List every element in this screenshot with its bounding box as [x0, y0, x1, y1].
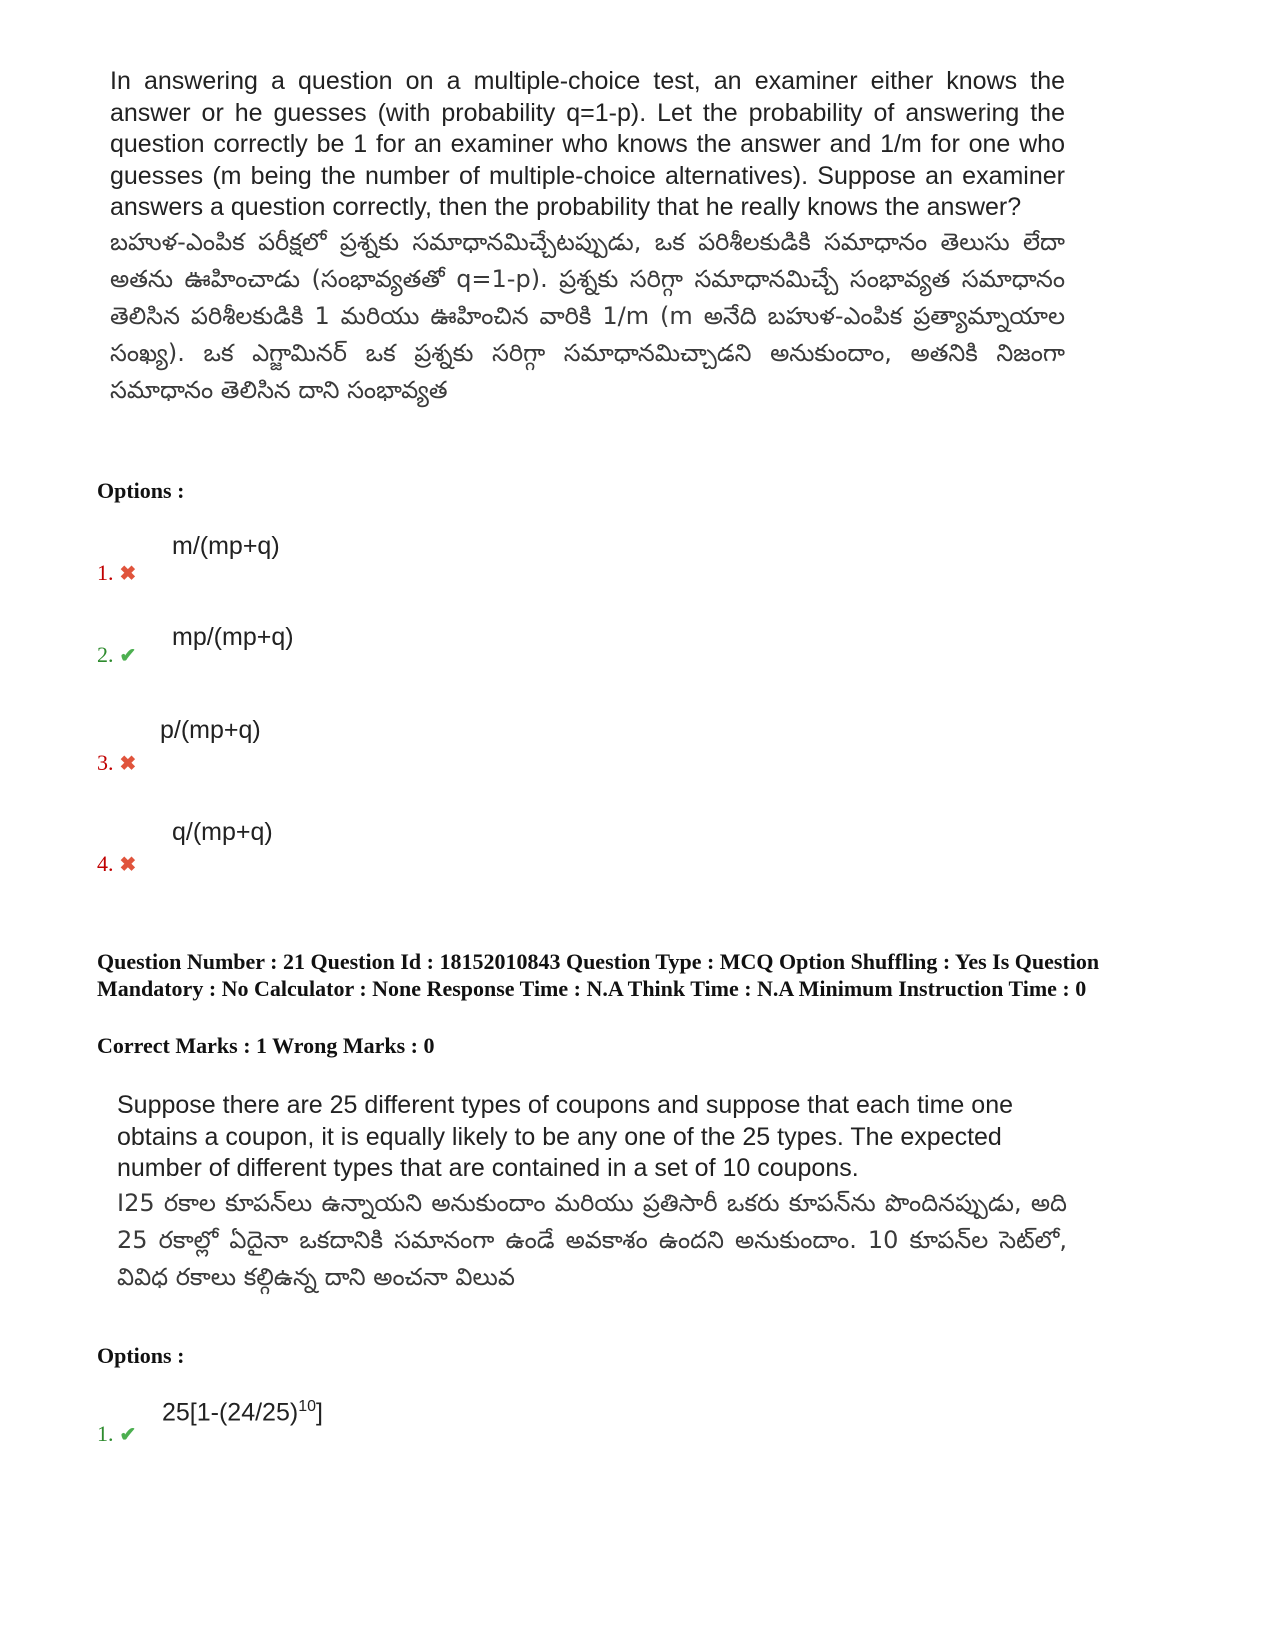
- q20-option-4: [97, 851, 136, 877]
- question-21-telugu: I25 రకాల కూపన్‌లు ఉన్నాయని అనుకుందాం మరియు ప్రతిసారీ ఒకరు కూపన్‌ను పొందినప్పుడు, అది 25 రకాల్లో ఏదైనా ఒకదానికి సమానంగా ఉండే అవకాశం ఉందని అనుకుందాం. 10 కూపన్‌ల సెట్‌లో, వివిధ రకాలు కల్గిఉన్న దాని అంచనా విలువ: [117, 1188, 1067, 1291]
- cross-icon: ✖: [119, 853, 137, 876]
- option-number: 3.: [97, 750, 114, 775]
- q20-option-2-text: mp/(mp+q): [172, 623, 294, 651]
- question-21-english: Suppose there are 25 different types of coupons and suppose that each time one obtains a coupon, it is equally likely to be any one of the 25 types. The expected number of different types that are contained in a set of 10 coupons.: [117, 1091, 1013, 1182]
- checkmark-icon: ✔: [119, 644, 137, 667]
- checkmark-icon: ✔: [119, 1423, 137, 1446]
- question-21-marks: Correct Marks : 1 Wrong Marks : 0: [97, 1033, 435, 1058]
- question-20-telugu: బహుళ-ఎంపిక పరీక్షలో ప్రశ్నకు సమాధానమిచ్చేటప్పుడు, ఒక పరిశీలకుడికి సమాధానం తెలుసు లేదా అతను ఊహించాడు (సంభావ్యతతో q=1-p). ప్రశ్నకు సరిగ్గా సమాధానమిచ్చే సంభావ్యత సమాధానం తెలిసిన పరిశీలకుడికి 1 మరియు ఊహించిన వారికి 1/m (m అనేది బహుళ-ఎంపిక ప్రత్యామ్నాయాల సంఖ్య). ఒక ఎగ్జామినర్ ఒక ప్రశ్నకు సరిగ్గా సమాధానమిచ్చాడని అనుకుందాం, అతనికి నిజంగా సమాధానం తెలిసిన దాని సంభావ్యత: [110, 227, 1065, 404]
- q20-option-2: [97, 642, 136, 668]
- question-21-text: [117, 1090, 1067, 1296]
- option-exponent: 10: [298, 1398, 316, 1415]
- option-base: 25[1-(24/25): [162, 1398, 299, 1427]
- cross-icon: ✖: [119, 752, 137, 775]
- q20-option-4-text: q/(mp+q): [172, 818, 273, 846]
- options-heading-q20: Options :: [97, 478, 185, 503]
- cross-icon: ✖: [119, 562, 137, 585]
- q20-option-1-text: m/(mp+q): [172, 532, 280, 560]
- q20-option-1: [97, 560, 136, 586]
- q21-option-1-text: [162, 1398, 323, 1427]
- q21-option-1: [97, 1421, 136, 1447]
- option-number: 1.: [97, 560, 114, 585]
- q20-option-3: [97, 750, 136, 776]
- q20-option-3-text: p/(mp+q): [160, 716, 261, 744]
- option-close: ]: [316, 1398, 323, 1427]
- option-number: 2.: [97, 642, 114, 667]
- question-21-meta: Question Number : 21 Question Id : 18152010843 Question Type : MCQ Option Shuffling : Yes Is Question Mandatory : No Calculator : None Response Time : N.A Think Time : N.A Minimum Instruction Time : 0: [97, 949, 1100, 1001]
- options-heading-q21: Options :: [97, 1343, 185, 1368]
- option-number: 4.: [97, 851, 114, 876]
- question-20-text: [110, 66, 1065, 409]
- option-number: 1.: [97, 1421, 114, 1446]
- question-20-english: In answering a question on a multiple-choice test, an examiner either knows the answer or he guesses (with probability q=1-p). Let the probability of answering the question correctly be 1 for an examiner who knows the answer and 1/m for one who guesses (m being the number of multiple-choice alternatives). Suppose an examiner answers a question correctly, then the probability that he really knows the answer?: [110, 67, 1065, 221]
